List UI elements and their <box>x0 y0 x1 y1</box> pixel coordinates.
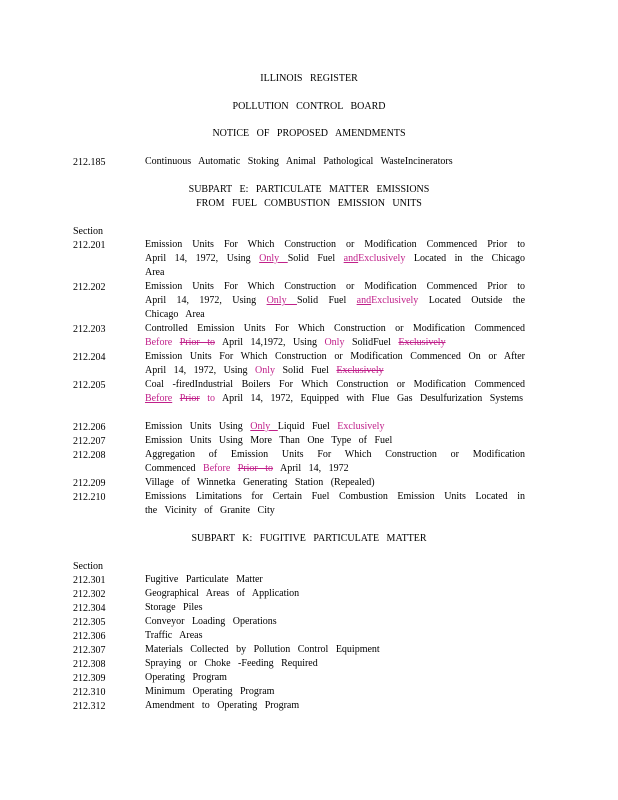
deleted-text: Exclusively <box>336 365 384 376</box>
inserted-text: to <box>199 393 215 404</box>
section-number: 212.306 <box>73 631 106 642</box>
section-title: Emission Units Using More Than One Type of Fuel <box>145 435 393 446</box>
section-number: 212.209 <box>73 478 106 489</box>
section-number: 212.202 <box>73 282 106 293</box>
section-number: 212.312 <box>73 701 106 712</box>
inserted-text: Exclusively <box>337 421 385 432</box>
deleted-text: Exclusively <box>398 337 446 348</box>
inserted-text: Only <box>259 253 288 264</box>
section-number: 212.304 <box>73 603 106 614</box>
section-number: 212.208 <box>73 450 106 461</box>
section-number: 212.305 <box>73 617 106 628</box>
section-number: 212.301 <box>73 575 106 586</box>
section-label: Section <box>73 226 103 237</box>
inserted-text: Before <box>203 463 231 474</box>
section-title: Emission Units Using Only Liquid Fuel Exclusively <box>145 421 385 432</box>
inserted-text: Before <box>145 393 173 404</box>
section-number: 212.203 <box>73 324 106 335</box>
section-number: 212.204 <box>73 352 106 363</box>
section-title: Traffic Areas <box>145 630 203 641</box>
deleted-text: Prior to <box>179 337 215 348</box>
inserted-text: Before <box>145 337 173 348</box>
section-number: 212.205 <box>73 380 106 391</box>
section-number: 212.309 <box>73 673 106 684</box>
section-number: 212.207 <box>73 436 106 447</box>
header-board: POLLUTION CONTROL BOARD <box>232 101 386 112</box>
section-title: Aggregation of Emission Units For Which Construction or Modification Commenced Before Prior to April 14, 1972 <box>145 449 525 474</box>
section-title: Emissions Limitations for Certain Fuel Combustion Emission Units Located in the Vicinity of Granite City <box>145 491 525 516</box>
section-label: Section <box>73 561 103 572</box>
subpart-k-heading: SUBPART K: FUGITIVE PARTICULATE MATTER <box>191 533 427 544</box>
section-title: Spraying or Choke -Feeding Required <box>145 658 318 669</box>
inserted-text: Only <box>250 421 278 432</box>
section-title: Fugitive Particulate Matter <box>145 574 263 585</box>
section-title: Geographical Areas of Application <box>145 588 300 599</box>
section-title: Storage Piles <box>145 602 203 613</box>
section-title: Controlled Emission Units For Which Construction or Modification Commenced Before Prior to April 14,1972, Using Only SolidFuel Exclusively <box>145 323 525 348</box>
inserted-text: Exclusively <box>371 295 419 306</box>
section-title: Amendment to Operating Program <box>145 700 300 711</box>
section-number: 212.210 <box>73 492 106 503</box>
inserted-text: Only <box>255 365 275 376</box>
section-number: 212.206 <box>73 422 106 433</box>
subpart-e-heading-line2: FROM FUEL COMBUSTION EMISSION UNITS <box>196 198 422 209</box>
section-title: Conveyor Loading Operations <box>145 616 277 627</box>
section-title: Village of Winnetka Generating Station (Repealed) <box>145 477 375 488</box>
section-number: 212.302 <box>73 589 106 600</box>
subpart-e-heading-line1: SUBPART E: PARTICULATE MATTER EMISSIONS <box>188 184 430 195</box>
header-register: ILLINOIS REGISTER <box>260 73 358 84</box>
section-title: Emission Units For Which Construction or Modification Commenced Prior to April 14, 1972, Using Only Solid Fuel andExclusively Located Outside the Chicago Area <box>145 281 526 320</box>
deleted-text: Prior <box>179 393 200 404</box>
section-number: 212.185 <box>73 157 106 168</box>
inserted-text: and <box>343 253 359 264</box>
section-title: Operating Program <box>145 672 227 683</box>
section-number: 212.308 <box>73 659 106 670</box>
section-number: 212.310 <box>73 687 106 698</box>
section-number: 212.307 <box>73 645 106 656</box>
section-number: 212.201 <box>73 240 106 251</box>
header-notice: NOTICE OF PROPOSED AMENDMENTS <box>212 128 406 139</box>
section-title: Continuous Automatic Stoking Animal Pathological WasteIncinerators <box>145 156 453 167</box>
section-title: Coal -firedIndustrial Boilers For Which Construction or Modification Commenced Before Prior to April 14, 1972, Equipped with Flue Gas Desulfurization Systems <box>145 379 525 404</box>
section-title: Materials Collected by Pollution Control Equipment <box>145 644 380 655</box>
inserted-text: and <box>356 295 372 306</box>
section-title: Emission Units For Which Construction or Modification Commenced Prior to April 14, 1972, Using Only Solid Fuel andExclusively Located in the Chicago Area <box>145 239 526 278</box>
section-title: Emission Units For Which Construction or Modification Commenced On or After April 14, 1972, Using Only Solid Fuel Exclusively <box>145 351 525 376</box>
section-title: Minimum Operating Program <box>145 686 275 697</box>
inserted-text: Only <box>324 337 345 348</box>
deleted-text: Prior to <box>237 463 274 474</box>
inserted-text: Only <box>266 295 297 306</box>
inserted-text: Exclusively <box>358 253 406 264</box>
